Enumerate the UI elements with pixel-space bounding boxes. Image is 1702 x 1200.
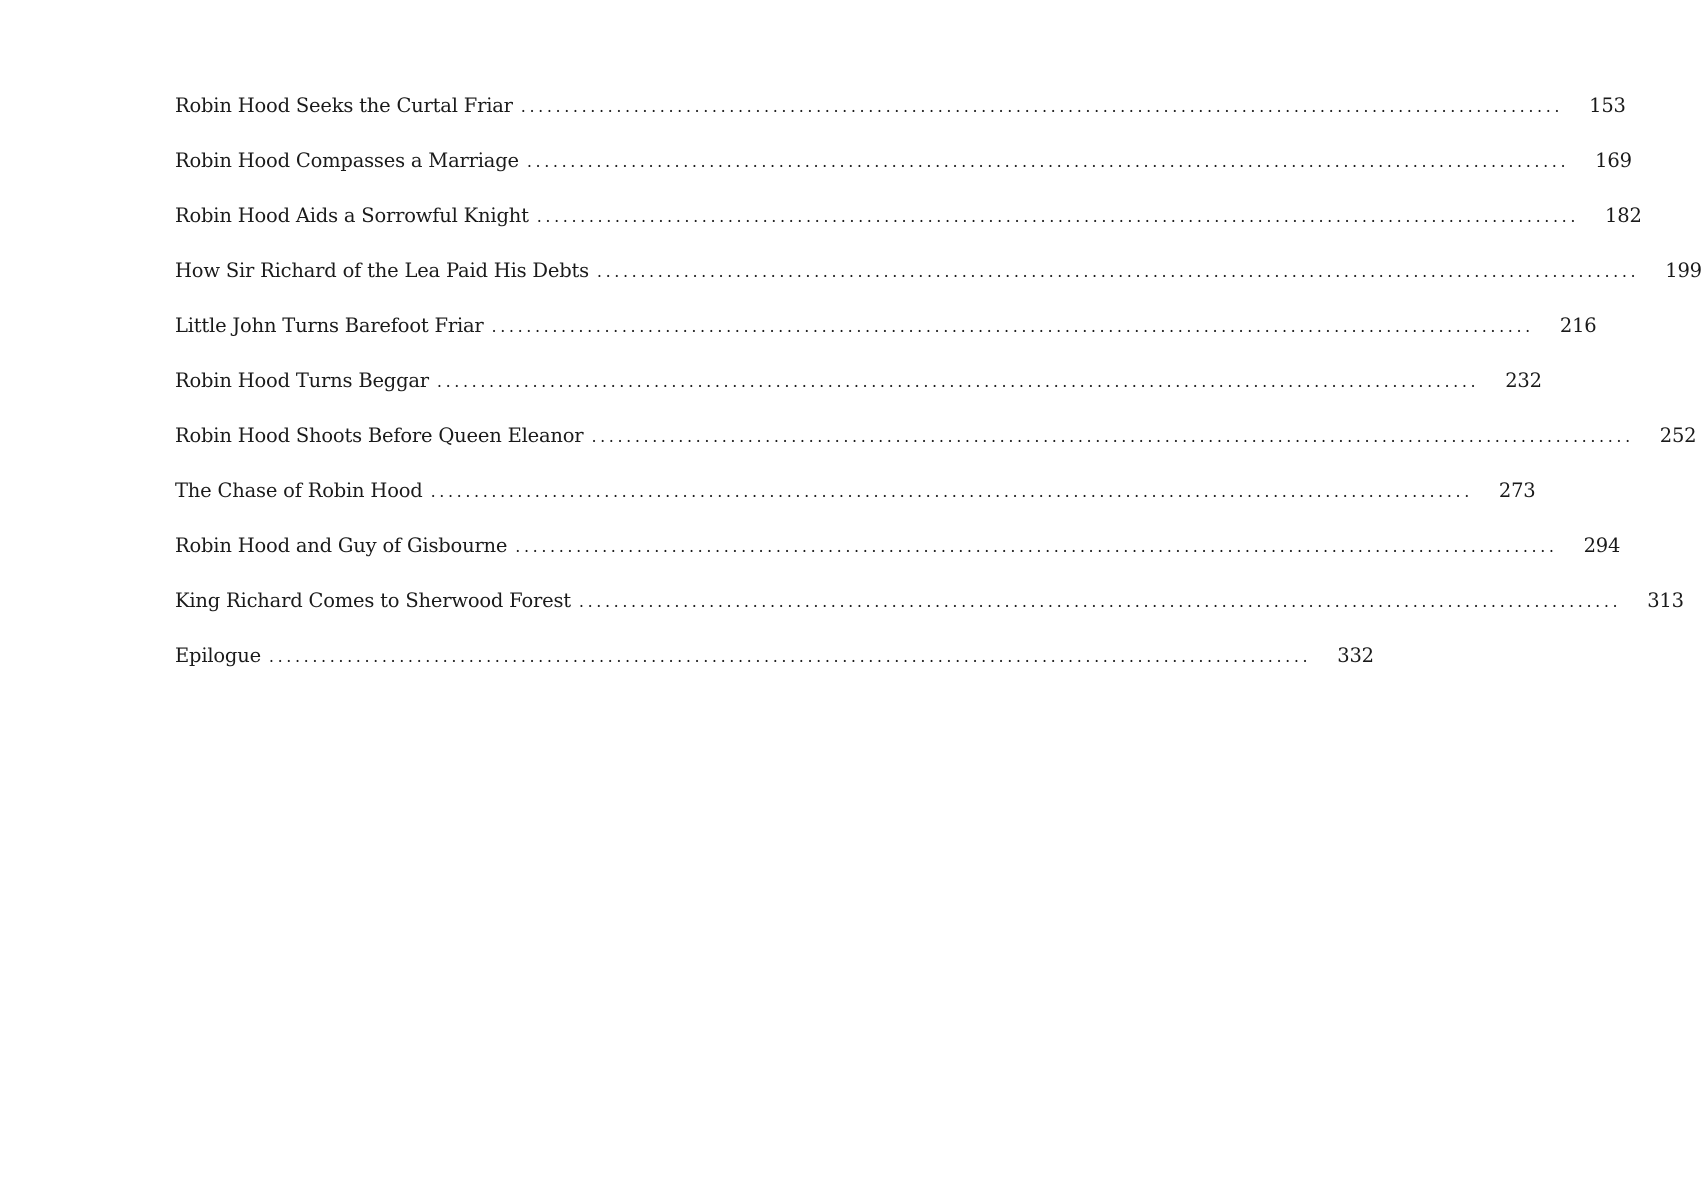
toc-entry-page-number: 169 bbox=[1595, 149, 1632, 172]
toc-entry[interactable] bbox=[175, 369, 1542, 424]
dot-leader: ........................................................................................................................ bbox=[526, 152, 1570, 171]
toc-entry-page-number: 199 bbox=[1665, 259, 1702, 282]
toc-entry[interactable] bbox=[175, 204, 1642, 259]
toc-entry-title: Robin Hood Shoots Before Queen Eleanor bbox=[175, 424, 584, 447]
toc-entry-title: Robin Hood Turns Beggar bbox=[175, 369, 429, 392]
toc-entry-page-number: 216 bbox=[1559, 314, 1597, 337]
dot-leader: ........................................................................................................................ bbox=[436, 372, 1480, 391]
toc-entry[interactable] bbox=[175, 589, 1684, 644]
toc-entry[interactable] bbox=[175, 259, 1702, 314]
toc-entry-page-number: 332 bbox=[1337, 644, 1374, 667]
toc-entry-title: How Sir Richard of the Lea Paid His Debts bbox=[175, 259, 589, 282]
dot-leader: ........................................................................................................................ bbox=[430, 482, 1473, 501]
toc-entry[interactable] bbox=[175, 424, 1697, 479]
dot-leader: ........................................................................................................................ bbox=[591, 427, 1634, 446]
dot-leader: ........................................................................................................................ bbox=[515, 537, 1558, 556]
toc-entry-page-number: 252 bbox=[1659, 424, 1697, 447]
dot-leader: ........................................................................................................................ bbox=[491, 317, 1534, 336]
toc-entry[interactable] bbox=[175, 314, 1597, 369]
toc-entry-title: Little John Turns Barefoot Friar bbox=[175, 314, 484, 337]
toc-entry[interactable] bbox=[175, 479, 1536, 534]
toc-entry-page-number: 182 bbox=[1605, 204, 1642, 227]
toc-entry-title: Robin Hood and Guy of Gisbourne bbox=[175, 534, 508, 557]
toc-entry-title: Robin Hood Aids a Sorrowful Knight bbox=[175, 204, 529, 227]
dot-leader: ........................................................................................................................ bbox=[596, 262, 1640, 281]
toc-entry-title: King Richard Comes to Sherwood Forest bbox=[175, 589, 571, 612]
dot-leader: ........................................................................................................................ bbox=[536, 207, 1580, 226]
dot-leader: ........................................................................................................................ bbox=[578, 592, 1622, 611]
toc-entry[interactable] bbox=[175, 149, 1632, 204]
toc-entry-title: The Chase of Robin Hood bbox=[175, 479, 423, 502]
toc-entry-page-number: 153 bbox=[1589, 94, 1626, 117]
toc-entry[interactable] bbox=[175, 534, 1621, 589]
toc-entry-title: Robin Hood Compasses a Marriage bbox=[175, 149, 519, 172]
table-of-contents bbox=[175, 94, 1702, 699]
toc-entry[interactable] bbox=[175, 644, 1374, 699]
toc-entry[interactable] bbox=[175, 94, 1626, 149]
dot-leader: ........................................................................................................................ bbox=[268, 647, 1312, 666]
toc-entry-page-number: 273 bbox=[1498, 479, 1536, 502]
toc-entry-title: Robin Hood Seeks the Curtal Friar bbox=[175, 94, 513, 117]
toc-entry-page-number: 294 bbox=[1583, 534, 1621, 557]
toc-entry-page-number: 313 bbox=[1647, 589, 1684, 612]
toc-entry-title: Epilogue bbox=[175, 644, 261, 667]
toc-entry-page-number: 232 bbox=[1505, 369, 1542, 392]
dot-leader: ........................................................................................................................ bbox=[520, 97, 1564, 116]
